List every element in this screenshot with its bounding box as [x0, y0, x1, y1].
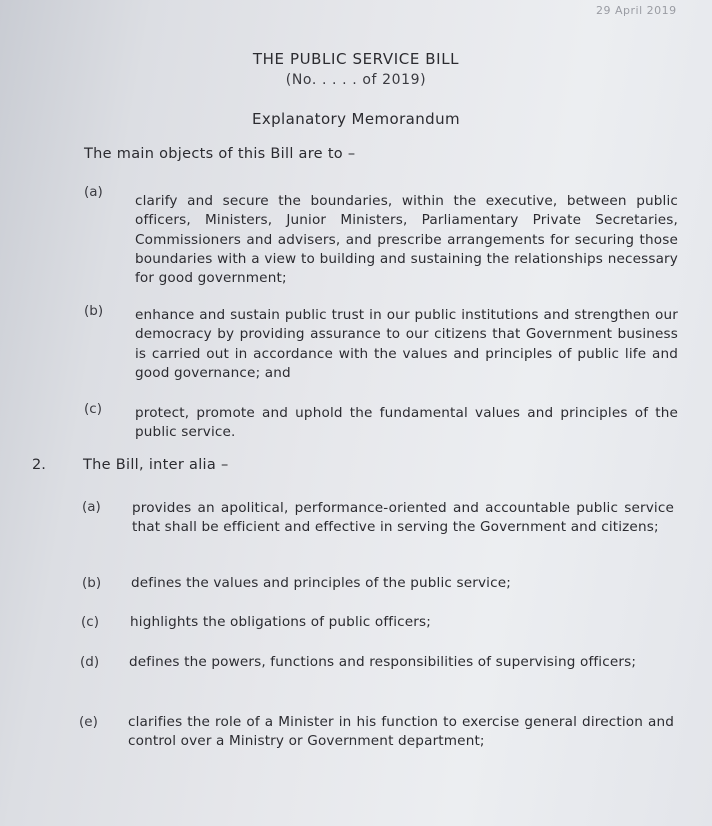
item-text: defines the powers, functions and responsibilities of supervising officers;: [129, 654, 637, 670]
memorandum-title: Explanatory Memorandum: [251, 110, 461, 128]
item-text: defines the values and principles of the public service;: [131, 575, 511, 591]
bill-title: THE PUBLIC SERVICE BILL: [252, 50, 460, 68]
bill-number: (No. . . . . of 2019): [285, 72, 427, 88]
item-text: enhance and sustain public trust in our public institutions and strengthen our democracy by providing assurance to our citizens that Government business is carried out in accordance with the values and principles of public life and good governance; and: [135, 307, 678, 381]
item-text: protect, promote and uphold the fundamental values and principles of the public service.: [135, 405, 678, 441]
item-label: (a): [82, 499, 101, 515]
item-text: highlights the obligations of public officers;: [130, 614, 431, 630]
section2-number: 2.: [32, 457, 46, 473]
section2-intro: The Bill, inter alia –: [83, 457, 229, 473]
section1-intro: The main objects of this Bill are to –: [84, 146, 356, 162]
item-label: (b): [82, 575, 102, 591]
document-date: 29 April 2019: [596, 4, 677, 17]
item-label: (c): [81, 614, 99, 630]
item-label: (b): [84, 303, 104, 319]
item-text: clarifies the role of a Minister in his function to exercise general direction and control over a Ministry or Government department;: [128, 714, 674, 750]
item-text: clarify and secure the boundaries, within the executive, between public officers, Ministers, Junior Ministers, Parliamentary Private Secretaries, Commissioners and advisers, and prescribe arrangements for securing those boundaries with a view to building and sustaining the relationships necessary for good government;: [135, 193, 678, 287]
item-text: provides an apolitical, performance-oriented and accountable public service that shall be efficient and effective in serving the Government and citizens;: [132, 500, 674, 536]
item-label: (e): [79, 714, 98, 730]
item-label: (c): [84, 401, 102, 417]
item-label: (d): [80, 654, 100, 670]
item-label: (a): [84, 184, 103, 200]
